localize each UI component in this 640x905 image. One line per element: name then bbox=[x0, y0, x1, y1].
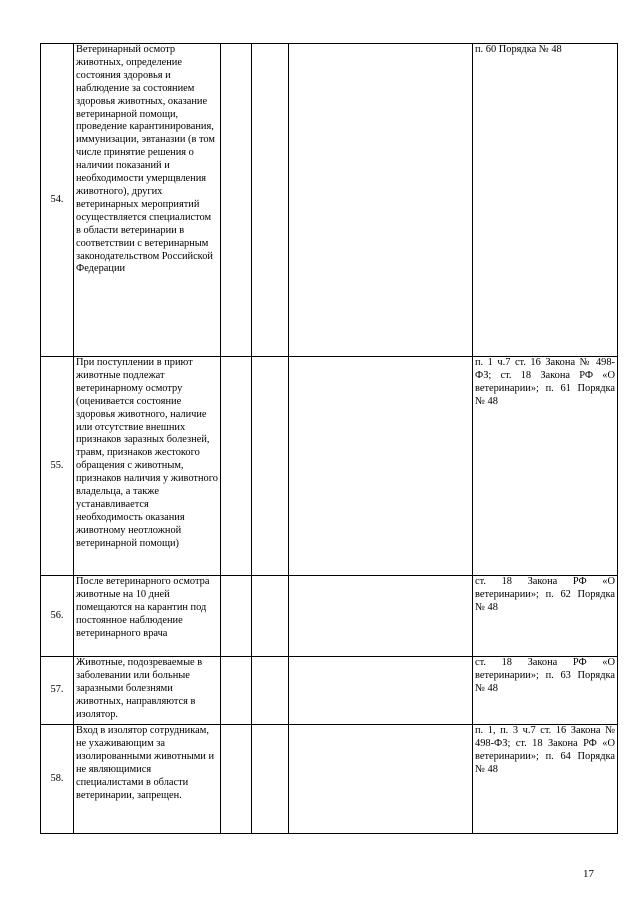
requirement-text: Животные, подозреваемые в заболевании или больные заразными болезнями животных, направляются в изолятор. bbox=[74, 657, 221, 725]
answer-cell-yes bbox=[221, 576, 252, 657]
row-number: 55. bbox=[41, 357, 74, 576]
answer-cell-no bbox=[252, 657, 289, 725]
table-row bbox=[41, 725, 618, 834]
answer-cell-yes bbox=[221, 44, 252, 357]
answer-cell-yes bbox=[221, 357, 252, 576]
answer-cell-no bbox=[252, 725, 289, 834]
legal-reference: п. 1 ч.7 ст. 16 Закона № 498-ФЗ; ст. 18 Закона РФ «О ветеринарии»; п. 61 Порядка № 48 bbox=[473, 357, 618, 576]
answer-cell-not-applicable bbox=[289, 725, 473, 834]
answer-cell-not-applicable bbox=[289, 44, 473, 357]
legal-reference: ст. 18 Закона РФ «О ветеринарии»; п. 63 Порядка № 48 bbox=[473, 657, 618, 725]
answer-cell-no bbox=[252, 357, 289, 576]
requirement-text: Ветеринарный осмотр животных, определение состояния здоровья и наблюдение за состоянием здоровья животных, оказание ветеринарной помощи, проведение карантинирования, иммунизации, эвтаназии (в том числе принятие решения о наличии показаний и необходимости умерщвления животного), других ветеринарных мероприятий осуществляется специалистом в области ветеринарии в соответствии с ветеринарным законодательством Российской Федерации bbox=[74, 44, 221, 357]
answer-cell-no bbox=[252, 44, 289, 357]
answer-cell-yes bbox=[221, 657, 252, 725]
row-number: 54. bbox=[41, 44, 74, 357]
answer-cell-not-applicable bbox=[289, 576, 473, 657]
table-row bbox=[41, 657, 618, 725]
legal-reference: п. 1, п. 3 ч.7 ст. 16 Закона № 498-ФЗ; ст. 18 Закона РФ «О ветеринарии»; п. 64 Порядка № 48 bbox=[473, 725, 618, 834]
answer-cell-not-applicable bbox=[289, 357, 473, 576]
row-number: 57. bbox=[41, 657, 74, 725]
requirement-text: Вход в изолятор сотрудникам, не ухаживающим за изолированными животными и не являющимися специалистами в области ветеринарии, запрещен. bbox=[74, 725, 221, 834]
checklist-table bbox=[40, 43, 618, 834]
requirement-text: При поступлении в приют животные подлежат ветеринарному осмотру (оценивается состояние здоровья животного, наличие или отсутствие внешних признаков заразных болезней, травм, признаков жестокого обращения с животным, признаков наличия у животного владельца, а также устанавливается необходимость оказания животному неотложной ветеринарной помощи) bbox=[74, 357, 221, 576]
row-number: 56. bbox=[41, 576, 74, 657]
table-row bbox=[41, 576, 618, 657]
table-row bbox=[41, 44, 618, 357]
table-row bbox=[41, 357, 618, 576]
answer-cell-not-applicable bbox=[289, 657, 473, 725]
answer-cell-no bbox=[252, 576, 289, 657]
legal-reference: ст. 18 Закона РФ «О ветеринарии»; п. 62 Порядка № 48 bbox=[473, 576, 618, 657]
legal-reference: п. 60 Порядка № 48 bbox=[473, 44, 618, 357]
page-number: 17 bbox=[583, 868, 594, 880]
requirement-text: После ветеринарного осмотра животные на 10 дней помещаются на карантин под постоянное наблюдение ветеринарного врача bbox=[74, 576, 221, 657]
answer-cell-yes bbox=[221, 725, 252, 834]
row-number: 58. bbox=[41, 725, 74, 834]
